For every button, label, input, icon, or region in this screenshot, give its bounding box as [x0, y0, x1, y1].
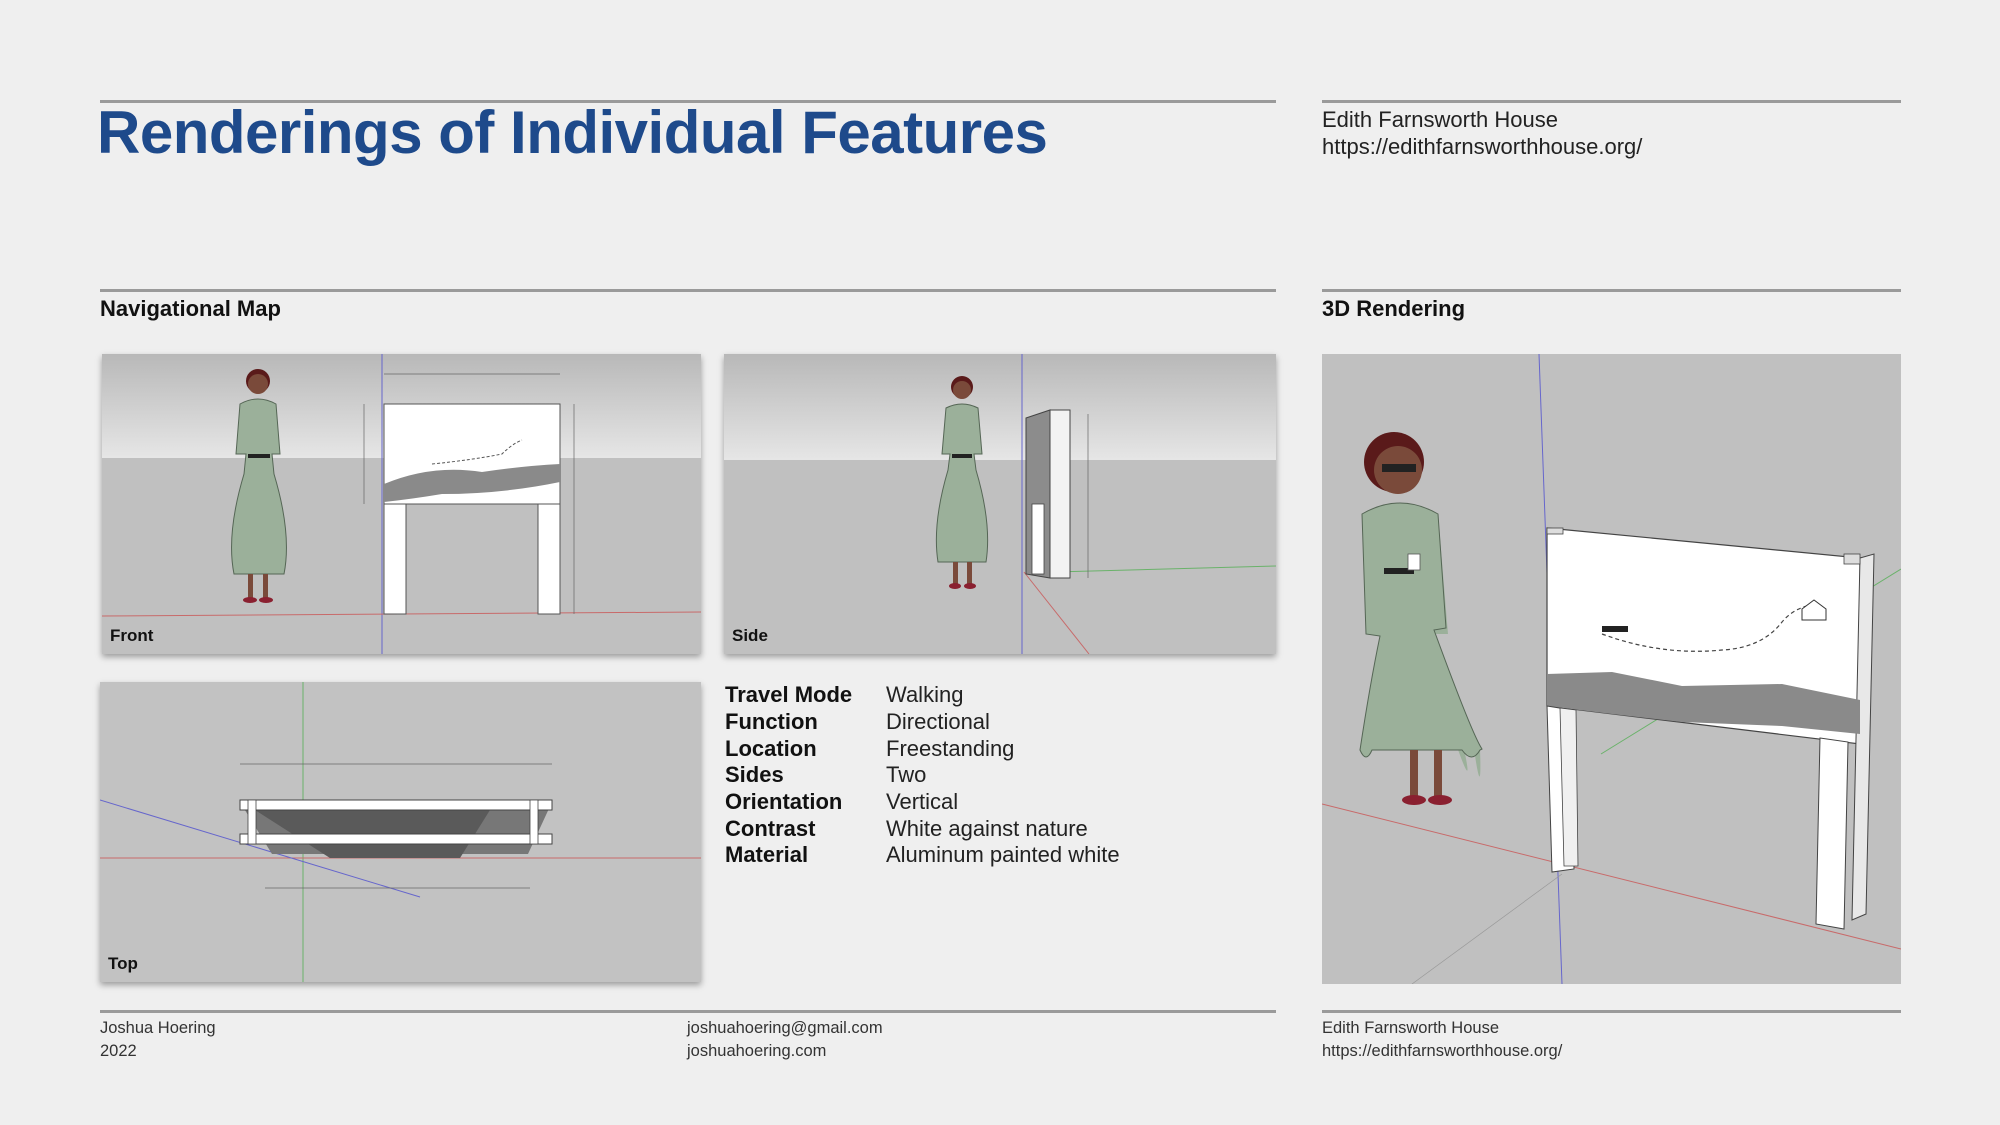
spec-row: [725, 789, 1120, 816]
spec-value: Vertical: [886, 789, 959, 815]
footer-source-block: [1322, 1017, 1562, 1063]
header-source-name: Edith Farnsworth House: [1322, 107, 1558, 132]
section-title-3d-rendering: 3D Rendering: [1322, 296, 1466, 321]
top-view-drawing: [100, 682, 701, 982]
spec-value: Aluminum painted white: [886, 842, 1120, 868]
spec-value: White against nature: [886, 815, 1088, 841]
footer-contact-block: [687, 1017, 883, 1063]
side-view-panel: [724, 354, 1276, 654]
footer-rule-left: [100, 1010, 1276, 1013]
spec-value: Freestanding: [886, 735, 1015, 761]
footer-rule-right: [1322, 1010, 1901, 1013]
footer-email: joshuahoering@gmail.com: [687, 1019, 883, 1037]
header-source-url: https://edithfarnsworthhouse.org/: [1322, 134, 1643, 159]
spec-key: Material: [725, 842, 809, 868]
spec-row: [725, 735, 1120, 762]
spec-row: [725, 815, 1120, 842]
header-rule-right: [1322, 100, 1901, 103]
panel-label-front: Front: [110, 626, 154, 645]
spec-row: [725, 682, 1120, 709]
top-view-panel: [100, 682, 701, 982]
rendering-3d-drawing: [1322, 354, 1901, 984]
spec-row: [725, 762, 1120, 789]
header-source: [1322, 106, 1642, 160]
footer-year: 2022: [100, 1042, 137, 1060]
panel-label-side: Side: [732, 626, 768, 645]
front-view-drawing: [102, 354, 701, 654]
section-rule-left: [100, 289, 1276, 292]
panel-label-top: Top: [108, 954, 138, 973]
spec-key: Travel Mode: [725, 682, 853, 708]
spec-key: Contrast: [725, 815, 816, 841]
footer-author: Joshua Hoering: [100, 1019, 216, 1037]
footer-source-name: Edith Farnsworth House: [1322, 1019, 1499, 1037]
spec-value: Walking: [886, 682, 964, 708]
spec-value: Two: [886, 762, 927, 788]
spec-value: Directional: [886, 709, 990, 735]
spec-key: Location: [725, 735, 817, 761]
spec-row: [725, 842, 1120, 869]
section-rule-right: [1322, 289, 1901, 292]
spec-row: [725, 709, 1120, 736]
side-view-drawing: [724, 354, 1276, 654]
footer-source-url: https://edithfarnsworthhouse.org/: [1322, 1042, 1563, 1060]
front-view-panel: [102, 354, 701, 654]
feature-spec-list: [725, 682, 1120, 869]
page-title: Renderings of Individual Features: [97, 99, 1048, 166]
footer-website: joshuahoering.com: [687, 1042, 827, 1060]
rendering-3d-panel: [1322, 354, 1901, 984]
footer-author-block: [100, 1017, 216, 1063]
spec-key: Sides: [725, 762, 784, 788]
section-title-nav-map: Navigational Map: [100, 296, 281, 321]
spec-key: Orientation: [725, 789, 843, 815]
spec-key: Function: [725, 709, 818, 735]
